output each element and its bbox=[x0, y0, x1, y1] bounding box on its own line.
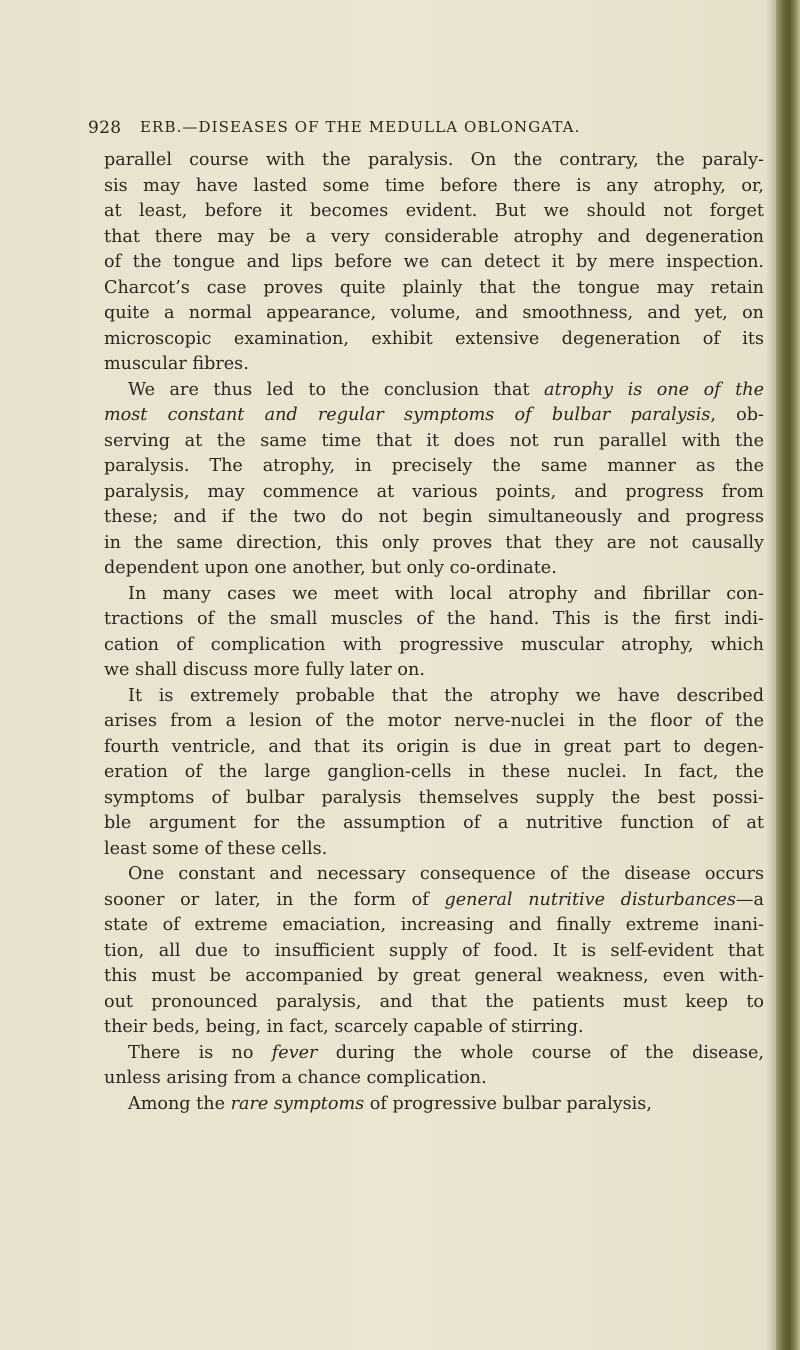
text-line: paralysis, may commence at various points, and progress from bbox=[104, 481, 764, 502]
text-line: symptoms of bulbar paralysis themselves supply the best possi- bbox=[104, 787, 764, 808]
text-line bbox=[104, 1092, 764, 1118]
text-line: microscopic examination, exhibit extensive degeneration of its bbox=[104, 328, 764, 349]
running-head: ERB.—DISEASES OF THE MEDULLA OBLONGATA. bbox=[140, 118, 581, 136]
text-run: sooner or later, in the form of bbox=[104, 889, 445, 910]
text-line: in the same direction, this only proves that they are not causally bbox=[104, 532, 764, 553]
italic-phrase: rare symptoms bbox=[230, 1093, 365, 1114]
page-edge-shadow bbox=[766, 0, 776, 1350]
text-line: out pronounced paralysis, and that the patients must keep to bbox=[104, 991, 764, 1012]
text-run: There is no bbox=[128, 1042, 272, 1063]
text-line: muscular fibres. bbox=[104, 354, 249, 374]
text-line: their beds, being, in fact, scarcely capable of stirring. bbox=[104, 1017, 584, 1037]
text-line: unless arising from a chance complication. bbox=[104, 1068, 487, 1088]
text-run: We are thus led to the conclusion that bbox=[128, 379, 545, 400]
text-line: tion, all due to insufficient supply of food. It is self-evident that bbox=[104, 940, 764, 961]
text-line: fourth ventricle, and that its origin is due in great part to degen- bbox=[104, 736, 764, 757]
text-line: least some of these cells. bbox=[104, 838, 328, 859]
text-line: parallel course with the paralysis. On the contrary, the paraly- bbox=[104, 150, 764, 170]
text-line: this must be accompanied by great general weakness, even with- bbox=[104, 966, 764, 986]
text-line: One constant and necessary consequence of the disease occurs bbox=[128, 864, 764, 884]
text-line: of the tongue and lips before we can detect it by mere inspection. bbox=[104, 252, 764, 272]
text-line: state of extreme emaciation, increasing and finally extreme inani- bbox=[104, 915, 764, 935]
text-line: dependent upon one another, but only co-ordinate. bbox=[104, 558, 557, 578]
book-edge bbox=[776, 0, 800, 1350]
text-line bbox=[104, 1041, 764, 1067]
page-header bbox=[88, 118, 768, 146]
text-line: In many cases we meet with local atrophy and fibrillar con- bbox=[128, 583, 764, 604]
text-line: at least, before it becomes evident. But we should not forget bbox=[104, 201, 764, 221]
italic-phrase: general nutritive disturbances bbox=[444, 889, 736, 910]
italic-phrase: atrophy is one of the bbox=[544, 379, 765, 400]
text-run: during the whole course of the disease, bbox=[317, 1042, 764, 1063]
text-line: we shall discuss more fully later on. bbox=[104, 660, 425, 680]
text-line: these; and if the two do not begin simultaneously and progress bbox=[104, 507, 764, 527]
text-line: ble argument for the assumption of a nutritive function of at bbox=[104, 813, 764, 833]
italic-phrase: fever bbox=[271, 1042, 318, 1063]
page-number: 928 bbox=[88, 118, 122, 138]
text-line: arises from a lesion of the motor nerve-nuclei in the floor of the bbox=[104, 711, 764, 731]
text-run: Among the bbox=[128, 1093, 231, 1114]
text-line bbox=[104, 403, 764, 429]
text-line: It is extremely probable that the atrophy we have described bbox=[128, 685, 764, 706]
text-run: of progressive bulbar paralysis, bbox=[364, 1093, 652, 1114]
text-line: eration of the large ganglion-cells in these nuclei. In fact, the bbox=[104, 762, 764, 782]
body-text bbox=[104, 148, 764, 1117]
text-line: tractions of the small muscles of the hand. This is the first indi- bbox=[104, 609, 764, 629]
text-run: —a bbox=[735, 889, 764, 910]
text-line: serving at the same time that it does not run parallel with the bbox=[104, 430, 764, 451]
text-line: quite a normal appearance, volume, and smoothness, and yet, on bbox=[104, 303, 764, 323]
text-line bbox=[104, 888, 764, 914]
italic-phrase: most constant and regular symptoms of bulbar paralysis bbox=[104, 405, 711, 425]
text-run: , ob- bbox=[710, 405, 764, 425]
text-line bbox=[104, 378, 764, 404]
text-line: that there may be a very considerable atrophy and degeneration bbox=[104, 226, 764, 247]
text-line: cation of complication with progressive muscular atrophy, which bbox=[104, 634, 764, 655]
text-line: Charcot’s case proves quite plainly that the tongue may retain bbox=[104, 277, 764, 298]
text-line: paralysis. The atrophy, in precisely the same manner as the bbox=[104, 456, 764, 476]
text-line: sis may have lasted some time before there is any atrophy, or, bbox=[104, 175, 764, 196]
